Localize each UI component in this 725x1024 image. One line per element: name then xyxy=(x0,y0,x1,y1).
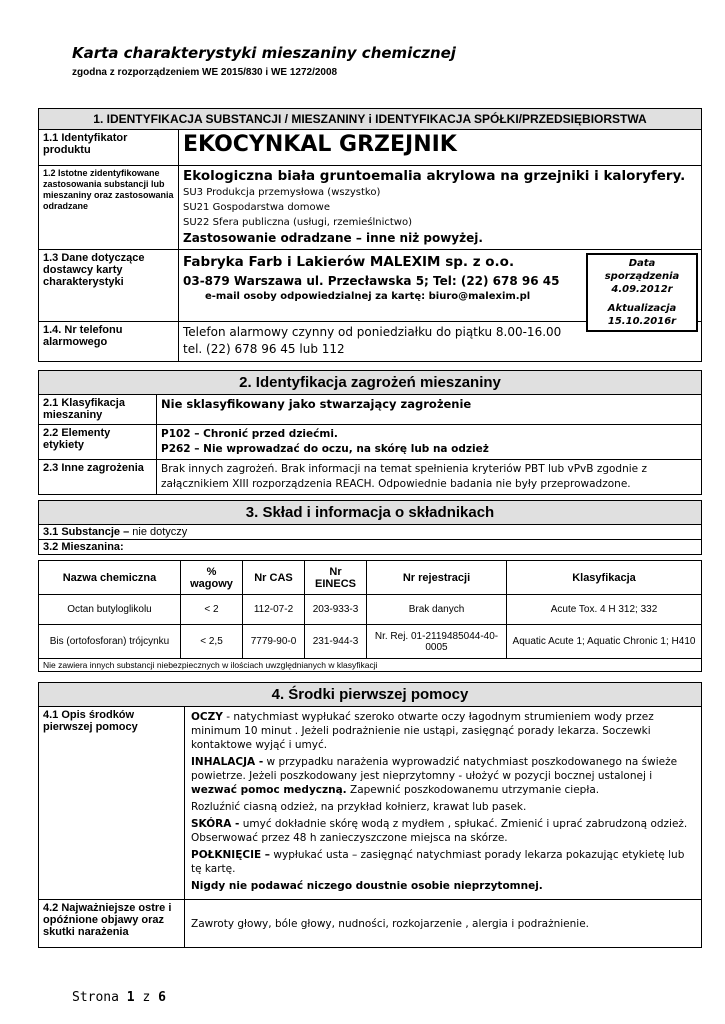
row2-percent: < 2,5 xyxy=(181,625,243,659)
row1-classification: Acute Tox. 4 H 312; 332 xyxy=(507,595,702,625)
row2-registration: Nr. Rej. 01-2119485044-40-0005 xyxy=(367,625,507,659)
skin-instructions: SKÓRA - umyć dokładnie skórę wodą z mydłem , spłukać. Zmienić i uprać zabrudzoną odzież. Obserwować przez 48 h zanieczyszczone miejsca na skórze. xyxy=(191,818,688,844)
emergency-phone-number: tel. (22) 678 96 45 lub 112 xyxy=(183,342,345,356)
other-hazards-label: 2.3 Inne zagrożenia xyxy=(39,460,157,495)
use-discouraged: Zastosowanie odradzane – inne niż powyżej. xyxy=(183,231,483,245)
company-email: e-mail osoby odpowiedzialnej za kartę: biuro@malexim.pl xyxy=(205,291,531,302)
table-row xyxy=(39,595,702,625)
use-main: Ekologiczna biała gruntoemalia akrylowa na grzejniki i kaloryfery. xyxy=(183,168,686,184)
p262-statement: P262 – Nie wprowadzać do oczu, na skórę lub na odzież xyxy=(161,443,489,455)
use-su22: SU22 Sfera publiczna (usługi, rzemieślnictwo) xyxy=(183,217,413,228)
col-classification: Klasyfikacja xyxy=(507,561,702,595)
swallowing-instructions: POŁKNIĘCIE – wypłukać usta – zasięgnąć natychmiast porady lekarza pokazując etykietę lub tę kartę. xyxy=(191,849,685,875)
section-3-table xyxy=(38,500,702,555)
emergency-phone-hours: Telefon alarmowy czynny od poniedziałku do piątku 8.00-16.00 xyxy=(183,325,562,339)
classification-label: 2.1 Klasyfikacja mieszaniny xyxy=(39,395,157,425)
p102-statement: P102 – Chronić przed dziećmi. xyxy=(161,428,338,440)
product-identifier-label: 1.1 Identyfikator produktu xyxy=(39,130,179,166)
col-chemical-name: Nazwa chemiczna xyxy=(39,561,181,595)
col-cas: Nr CAS xyxy=(243,561,305,595)
first-aid-label: 4.1 Opis środków pierwszej pomocy xyxy=(39,707,185,900)
section-1-table xyxy=(38,108,702,362)
symptoms-label: 4.2 Najważniejsze ostre i opóźnione objawy oraz skutki narażenia xyxy=(39,900,185,948)
company-name: Fabryka Farb i Lakierów MALEXIM sp. z o.o. xyxy=(183,254,515,270)
uses-label: 1.2 Istotne zidentyfikowane zastosowania substancji lub mieszaniny oraz zastosowania odradzane xyxy=(39,166,179,250)
row2-einecs: 231-944-3 xyxy=(305,625,367,659)
footer-z: z xyxy=(142,990,151,1005)
col-weight-percent: % wagowy xyxy=(181,561,243,595)
row1-registration: Brak danych xyxy=(367,595,507,625)
footer-strona: Strona xyxy=(72,990,119,1005)
footer-page: 1 xyxy=(126,990,135,1005)
page-footer xyxy=(72,990,166,1005)
update-label: Aktualizacja xyxy=(607,303,677,314)
classification-value: Nie sklasyfikowany jako stwarzający zagrożenie xyxy=(157,395,702,425)
company-address: 03-879 Warszawa ul. Przecławska 5; Tel: (22) 678 96 45 xyxy=(183,274,560,288)
use-su21: SU21 Gospodarstwa domowe xyxy=(183,202,330,213)
row1-einecs: 203-933-3 xyxy=(305,595,367,625)
row1-cas: 112-07-2 xyxy=(243,595,305,625)
document-title: Karta charakterystyki mieszaniny chemicznej xyxy=(72,44,456,62)
mixture-label: 3.2 Mieszanina: xyxy=(39,540,702,555)
product-name: EKOCYNKAL GRZEJNIK xyxy=(179,130,702,166)
col-registration: Nr rejestracji xyxy=(367,561,507,595)
loosen-clothing: Rozluźnić ciasną odzież, na przykład kołnierz, krawat lub pasek. xyxy=(191,801,527,813)
date-box xyxy=(586,253,698,332)
section-4-table xyxy=(38,682,702,948)
row1-percent: < 2 xyxy=(181,595,243,625)
section-1-title: 1. IDENTYFIKACJA SUBSTANCJI / MIESZANINY i IDENTYFIKACJA SPÓŁKI/PRZEDSIĘBIORSTWA xyxy=(39,109,702,130)
document-subtitle: zgodna z rozporządzeniem WE 2015/830 i WE 1272/2008 xyxy=(72,67,338,78)
other-hazards-value: Brak innych zagrożeń. Brak informacji na temat spełnienia kryteriów PBT lub vPvB zgodnie z załącznikiem XIII rozporządzenia REACH. Odpowiednie badania nie były przeprowadzone. xyxy=(157,460,702,495)
symptoms-value: Zawroty głowy, bóle głowy, nudności, rozkojarzenie , alergia i podrażnienie. xyxy=(185,900,702,948)
use-su3: SU3 Produkcja przemysłowa (wszystko) xyxy=(183,187,381,198)
supplier-label: 1.3 Dane dotyczące dostawcy karty charakterystyki xyxy=(39,250,179,322)
never-give-orally: Nigdy nie podawać niczego doustnie osobie nieprzytomnej. xyxy=(191,880,543,892)
row1-name: Octan butyloglikolu xyxy=(39,595,181,625)
row2-name: Bis (ortofosforan) trójcynku xyxy=(39,625,181,659)
update-value: 15.10.2016r xyxy=(607,316,677,327)
date-label: Data sporządzenia xyxy=(604,258,680,282)
composition-table xyxy=(38,560,702,672)
section-4-title: 4. Środki pierwszej pomocy xyxy=(39,683,702,707)
emergency-phone-label: 1.4. Nr telefonu alarmowego xyxy=(39,322,179,362)
section-2-table xyxy=(38,370,702,495)
eyes-instructions: OCZY - natychmiast wypłukać szeroko otwarte oczy łagodnym strumieniem wody przez minimum 10 minut . Jeżeli podrażnienie nie ustąpi, zasięgnąć porady lekarza. Soczewki kontaktowe wyjąć i umyć. xyxy=(191,711,654,751)
composition-note: Nie zawiera innych substancji niebezpiecznych w ilościach uwzględnianych w klasyfikacji xyxy=(39,659,702,672)
row2-classification: Aquatic Acute 1; Aquatic Chronic 1; H410 xyxy=(507,625,702,659)
section-2-title: 2. Identyfikacja zagrożeń mieszaniny xyxy=(39,371,702,395)
label-elements-label: 2.2 Elementy etykiety xyxy=(39,425,157,460)
table-row xyxy=(39,625,702,659)
substances-value: nie dotyczy xyxy=(129,526,188,538)
inhalation-instructions: INHALACJA - w przypadku narażenia wyprowadzić natychmiast poszkodowanego na świeże powietrze. Jeżeli poszkodowany jest nieprzytomny - ułożyć w pozycji bocznej ustalonej i wezwać pomoc medyczną. Zapewnić poszkodowanemu utrzymanie ciepła. xyxy=(191,756,678,796)
substances-label: 3.1 Substancje – xyxy=(43,526,130,538)
col-einecs: Nr EINECS xyxy=(305,561,367,595)
date-value: 4.09.2012r xyxy=(611,284,673,295)
section-3-title: 3. Skład i informacja o składnikach xyxy=(39,501,702,525)
row2-cas: 7779-90-0 xyxy=(243,625,305,659)
footer-total: 6 xyxy=(158,990,166,1005)
